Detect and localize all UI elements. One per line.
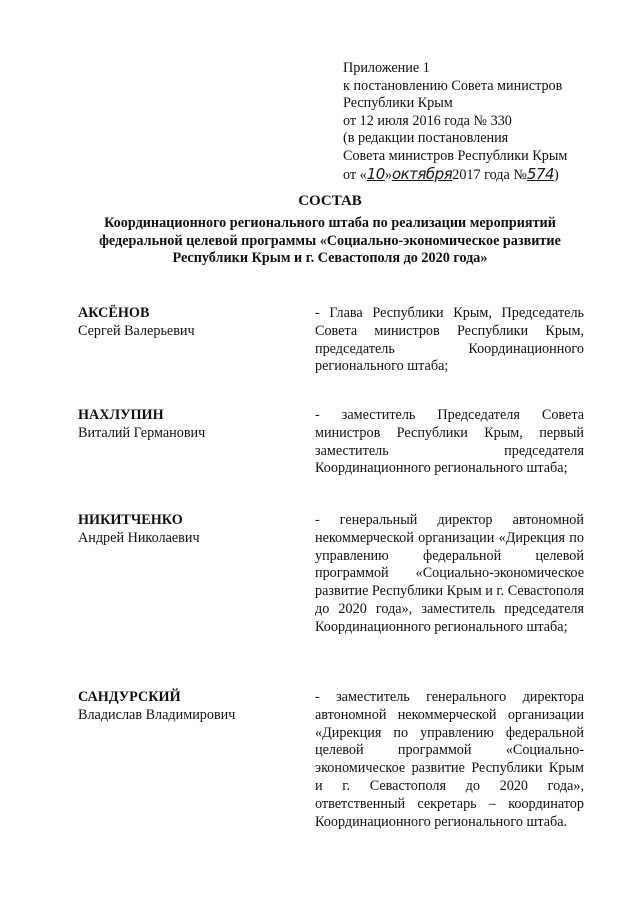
handwritten-month: октября [391,164,453,183]
date-prefix: от « [343,166,367,183]
date-suffix: ) [554,166,559,183]
member-given-name: Владислав Владимирович [78,706,236,723]
date-mid: » [384,166,392,183]
member-role: - заместитель генерального директора автономной некоммерческой организации «Дирекция по управлению федеральной целевой программой «Социально-экономическое развитие Республики Крым и г. Севастополя до 2020 года», ответственный секретарь – координатор Координационного регионального штаба. [315,689,584,830]
member-role: - заместитель Председателя Совета министров Республики Крым, первый заместитель председателя Координационного регионального штаба; [315,407,584,477]
member-surname: САНДУРСКИЙ [78,689,181,705]
title-line-2: федеральной целевой программы «Социально-экономическое развитие [99,232,561,249]
handwritten-day: 10 [366,164,385,183]
member-name [78,512,298,548]
title-line-1: Координационного регионального штаба по реализации мероприятий [104,214,556,231]
member-surname: АКСЁНОВ [78,305,150,321]
appendix-line-5: (в редакции постановления [343,130,509,147]
member-surname: НАХЛУПИН [78,407,164,423]
title-line-3: Республики Крым и г. Севастополя до 2020 года» [172,250,488,267]
appendix-line-3: Республики Крым [343,95,453,112]
member-name [78,407,298,443]
member-role: - Глава Республики Крым, Председатель Совета министров Республики Крым, председатель Координационного регионального штаба; [315,305,584,375]
member-name [78,689,298,725]
handwritten-number: 574 [526,164,555,183]
member-role: - генеральный директор автономной некоммерческой организации «Дирекция по управлению федеральной целевой программой «Социально-экономическое развитие Республики Крым и г. Севастополя до 2020 года», заместитель председателя Координационного регионального штаба; [315,512,584,635]
member-given-name: Андрей Николаевич [78,529,200,546]
appendix-line-4: от 12 июля 2016 года № 330 [343,112,512,129]
appendix-line-6: Совета министров Республики Крым [343,147,568,164]
member-given-name: Сергей Валерьевич [78,322,195,339]
title-main: СОСТАВ [298,193,362,209]
document-title [60,193,600,268]
date-year: 2017 года № [452,166,527,183]
appendix-line-2: к постановлению Совета министров [343,77,563,94]
appendix-date-line [343,166,613,185]
member-name [78,305,298,341]
member-surname: НИКИТЧЕНКО [78,512,183,528]
member-given-name: Виталий Германович [78,424,206,441]
appendix-line-1: Приложение 1 [343,60,430,76]
appendix-header [343,60,613,184]
